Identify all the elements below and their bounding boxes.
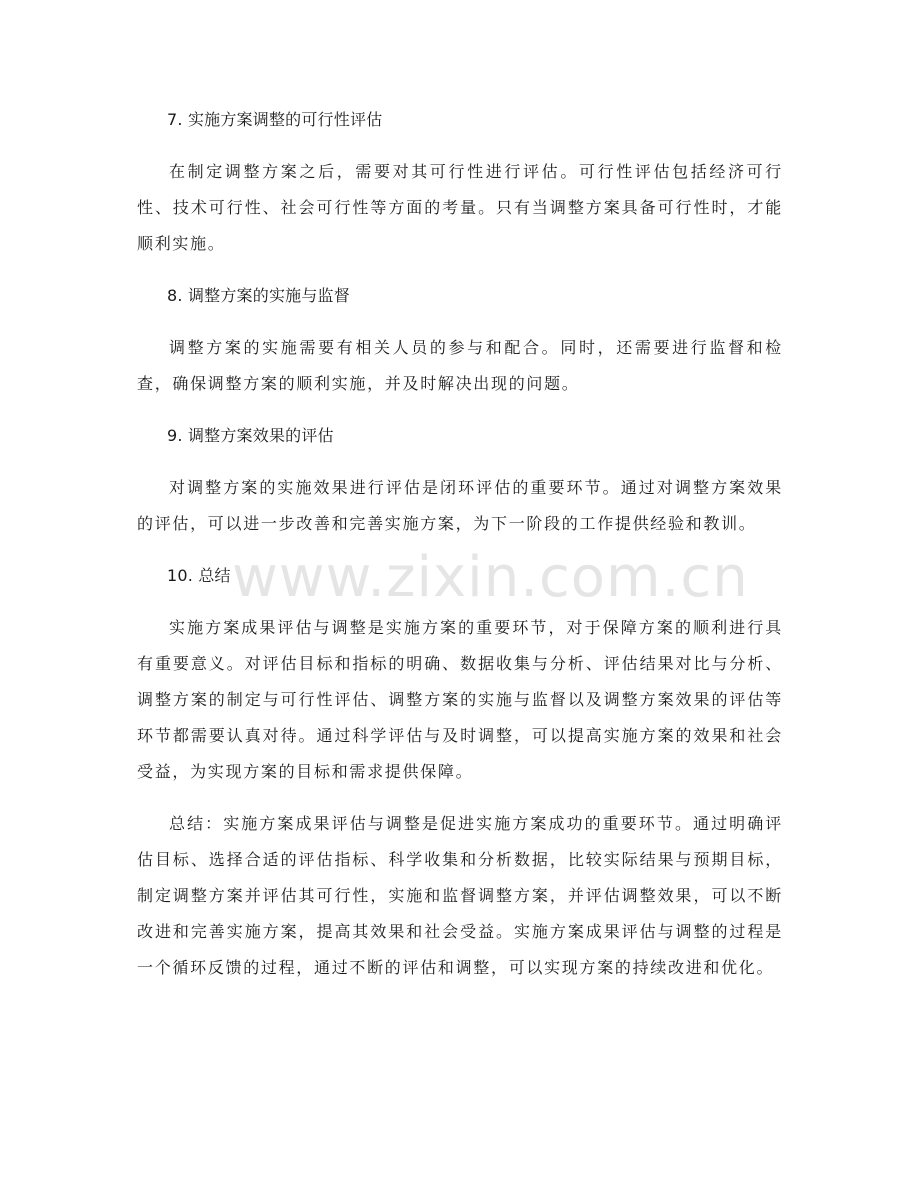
summary-paragraph: 总结：实施方案成果评估与调整是促进实施方案成功的重要环节。通过明确评估目标、选择合适的评估指标、科学收集和分析数据，比较实际结果与预期目标，制定调整方案并评估其可行性，实施和监督调整方案，并评估调整效果，可以不断改进和完善实施方案，提高其效果和社会受益。实施方案成果评估与调整的过程是一个循环反馈的过程，通过不断的评估和调整，可以实现方案的持续改进和优化。 [137, 814, 783, 977]
section-9-paragraph: 对调整方案的实施效果进行评估是闭环评估的重要环节。通过对调整方案效果的评估，可以进一步改善和完善实施方案，为下一阶段的工作提供经验和教训。 [137, 478, 783, 533]
section-heading-8: 8. 调整方案的实施与监督 [167, 286, 350, 305]
spacer [137, 790, 783, 806]
spacer [137, 454, 783, 470]
spacer [137, 314, 783, 330]
section-10-paragraph-1: 实施方案成果评估与调整是实施方案的重要环节，对于保障方案的顺利进行具有重要意义。对评估目标和指标的明确、数据收集与分析、评估结果对比与分析、调整方案的制定与可行性评估、调整方案的实施与监督以及调整方案效果的评估等环节都需要认真对待。通过科学评估与及时调整，可以提高实施方案的效果和社会受益，为实现方案的目标和需求提供保障。 [137, 618, 783, 781]
spacer [137, 402, 783, 418]
section-7-paragraph: 在制定调整方案之后，需要对其可行性进行评估。可行性评估包括经济可行性、技术可行性、社会可行性等方面的考量。只有当调整方案具备可行性时，才能顺利实施。 [137, 162, 783, 253]
spacer [137, 594, 783, 610]
section-heading-7: 7. 实施方案调整的可行性评估 [167, 110, 383, 129]
section-heading-10: 10. 总结 [167, 566, 231, 585]
section-8-paragraph: 调整方案的实施需要有相关人员的参与和配合。同时，还需要进行监督和检查，确保调整方案的顺利实施，并及时解决出现的问题。 [137, 338, 783, 393]
spacer [137, 262, 783, 278]
document-body [137, 102, 783, 986]
watermark-text: www.zixin.com.cn [232, 545, 749, 610]
section-heading-9: 9. 调整方案效果的评估 [167, 426, 334, 445]
spacer [137, 542, 783, 558]
spacer [137, 138, 783, 154]
